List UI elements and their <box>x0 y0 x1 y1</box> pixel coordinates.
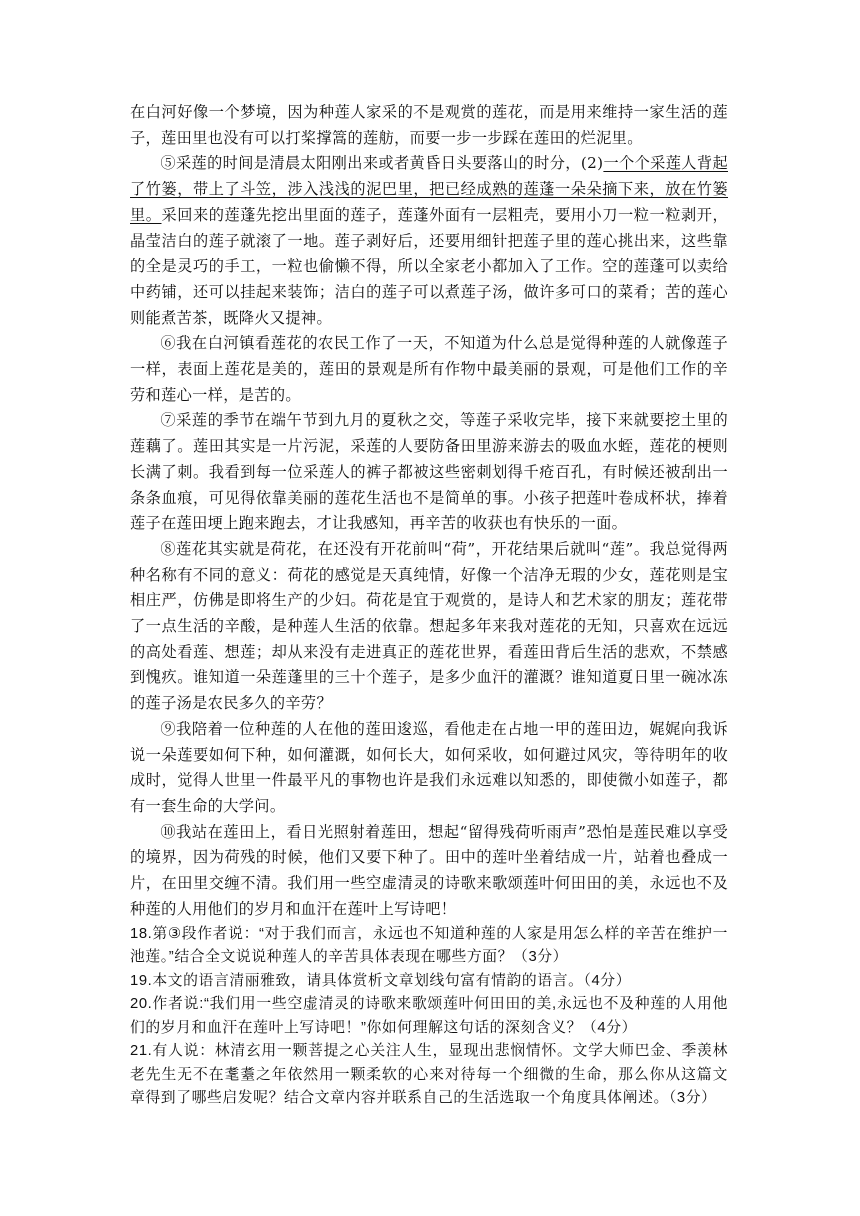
paragraph-10 <box>130 820 728 923</box>
paragraph-text: ⑦采莲的季节在端午节到九月的夏秋之交，等莲子采收完毕，接下来就要挖土里的莲藕了。莲田其实是一片污泥，采莲的人要防备田里游来游去的吸血水蛭，莲花的梗则长满了刺。我看到每一位采莲人的裤子都被这些密刺划得千疮百孔，有时候还被刮出一条条血痕，可见得依靠美丽的莲花生活也不是简单的事。小孩子把莲叶卷成杯状，捧着莲子在莲田埂上跑来跑去，才让我感知，再辛苦的收获也有快乐的一面。 <box>130 411 728 533</box>
paragraph-text: ⑤采莲的时间是清晨太阳刚出来或者黄昏日头要落山的时分，(2) <box>160 154 604 173</box>
paragraph-text: 采回来的莲蓬先挖出里面的莲子，莲蓬外面有一层粗壳，要用小刀一粒一粒剥开，晶莹洁白的莲子就滚了一地。莲子剥好后，还要用细针把莲子里的莲心挑出来，这些靠的全是灵巧的手工，一粒也偷懒不得，所以全家老小都加入了工作。空的莲蓬可以卖给中药铺，还可以挂起来装饰；洁白的莲子可以煮莲子汤，做许多可口的菜肴；苦的莲心则能煮苦茶，既降火又提神。 <box>130 205 728 327</box>
paragraph-5 <box>130 151 728 331</box>
paragraph-6 <box>130 331 728 408</box>
question-21: 21.有人说：林清玄用一颗菩提之心关注人生，显现出悲悯情怀。文学大师巴金、季羡林老先生无不在耄耋之年依然用一颗柔软的心来对待每一个细微的生命，那么你从这篇文章得到了哪些启发呢？结合文章内容并联系自己的生活选取一个角度具体阐述。（3分） <box>130 1043 728 1106</box>
paragraph-text: ⑥我在白河镇看莲花的农民工作了一天，不知道为什么总是觉得种莲的人就像莲子一样，表面上莲花是美的，莲田的景观是所有作物中最美丽的景观，可是他们工作的辛劳和莲心一样，是苦的。 <box>130 334 728 404</box>
paragraph-text: ⑩我站在莲田上，看日光照射着莲田，想起“留得残荷听雨声”恐怕是莲民难以享受的境界，因为荷残的时候，他们又要下种了。田中的莲叶坐着结成一片，站着也叠成一片，在田里交缠不清。我们用一些空虚清灵的诗歌来歌颂莲叶何田田的美，永远也不及种莲的人用他们的岁月和血汗在莲叶上写诗吧！ <box>130 822 728 918</box>
questions-section <box>130 923 728 1111</box>
question-20: 20.作者说:“我们用一些空虚清灵的诗歌来歌颂莲叶何田田的美,永远也不及种莲的人用他们的岁月和血汗在莲叶上写诗吧！”你如何理解这句话的深刻含义？（4分） <box>130 996 728 1036</box>
article-body <box>130 100 728 923</box>
paragraph-7 <box>130 408 728 537</box>
paragraph-text: ⑧莲花其实就是荷花，在还没有开花前叫“荷”，开花结果后就叫“莲”。我总觉得两种名称有不同的意义：荷花的感觉是天真纯情，好像一个洁净无瑕的少女，莲花则是宝相庄严，仿佛是即将生产的少妇。荷花是宜于观赏的，是诗人和艺术家的朋友；莲花带了一点生活的辛酸，是种莲人生活的依靠。想起多年来我对莲花的无知，只喜欢在远远的高处看莲、想莲；却从来没有走进真正的莲花世界，看莲田背后生活的悲欢，不禁感到愧疚。谁知道一朵莲蓬里的三十个莲子，是多少血汗的灌溉？谁知道夏日里一碗冰冻的莲子汤是农民多久的辛劳？ <box>130 539 728 713</box>
paragraph-text: ⑨我陪着一位种莲的人在他的莲田逡巡，看他走在占地一甲的莲田边，娓娓向我诉说一朵莲要如何下种，如何灌溉，如何长大，如何采收，如何避过风灾，等待明年的收成时，觉得人世里一件最平凡的事物也许是我们永远难以知悉的，即使微小如莲子，都有一套生命的大学问。 <box>130 719 728 815</box>
paragraph-text: 在白河好像一个梦境，因为种莲人家采的不是观赏的莲花，而是用来维持一家生活的莲子，莲田里也没有可以打桨撑篙的莲舫，而要一步一步踩在莲田的烂泥里。 <box>130 103 728 147</box>
question-19: 19.本文的语言清丽雅致，请具体赏析文章划线句富有情韵的语言。（4分） <box>130 972 632 989</box>
paragraph-continued <box>130 100 728 151</box>
underlined-sentence: 一个个采莲人背起了竹篓，带上了斗笠，涉入浅浅的泥巴里，把已经成熟的莲蓬一朵朵摘下来，放在竹篓里。 <box>130 154 728 224</box>
question-18: 18.第③段作者说：“对于我们而言，永远也不知道种莲的人家是用怎么样的辛苦在维护一池莲。”结合全文说说种莲人的辛苦具体表现在哪些方面？（3分） <box>130 925 728 965</box>
paragraph-9 <box>130 717 728 820</box>
paragraph-8 <box>130 537 728 717</box>
